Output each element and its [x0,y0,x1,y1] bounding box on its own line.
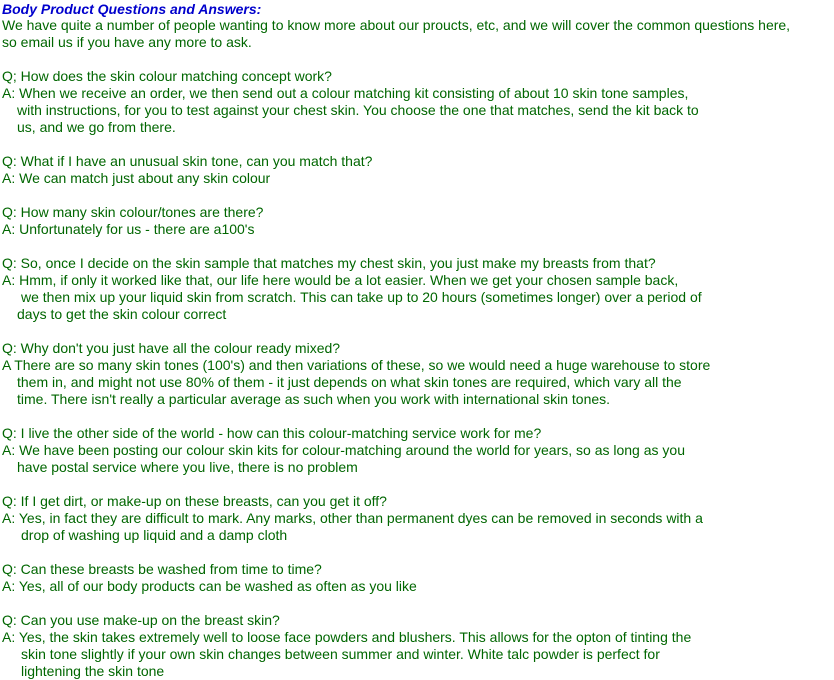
question: Q: So, once I decide on the skin sample that matches my chest skin, you just make my breasts from that? [2,255,656,271]
question: Q: Can these breasts be washed from time to time? [2,561,322,577]
answer-line: A There are so many skin tones (100's) and then variations of these, so we would need a huge warehouse to store [2,357,711,373]
answer-line: A: We can match just about any skin colour [2,170,271,186]
answer-line: time. There isn't really a particular average as such when you work with international skin tones. [17,391,611,407]
question: Q: How many skin colour/tones are there? [2,204,264,220]
answer-line: we then mix up your liquid skin from scratch. This can take up to 20 hours (sometimes longer) over a period of [21,289,702,305]
intro-line-1: We have quite a number of people wanting to know more about our proucts, etc, and we will cover the common questions here, [2,17,791,33]
answer-line: A: Hmm, if only it worked like that, our life here would be a lot easier. When we get your chosen sample back, [2,272,679,288]
answer-line: A: Yes, the skin takes extremely well to loose face powders and blushers. This allows for the opton of tinting the [2,629,692,645]
answer-line: lightening the skin tone [21,663,165,679]
answer-line: A: When we receive an order, we then send out a colour matching kit consisting of about 10 skin tone samples, [2,85,689,101]
qa-item [2,68,834,136]
answer-line: A: Yes, all of our body products can be washed as often as you like [2,578,417,594]
page-title: Body Product Questions and Answers: [2,1,262,17]
answer-line: A: Yes, in fact they are difficult to mark. Any marks, other than permanent dyes can be removed in seconds with a [2,510,703,526]
answer-line: drop of washing up liquid and a damp cloth [21,527,288,543]
answer-line: days to get the skin colour correct [17,306,227,322]
answer-line: with instructions, for you to test against your chest skin. You choose the one that matches, send the kit back to [17,102,699,118]
intro-line-2: so email us if you have any more to ask. [2,34,252,50]
question: Q: If I get dirt, or make-up on these breasts, can you get it off? [2,493,387,509]
answer-line: skin tone slightly if your own skin changes between summer and winter. White talc powder is perfect for [21,646,660,662]
qa-item [2,493,834,544]
qa-item [2,153,834,187]
question: Q: Can you use make-up on the breast skin? [2,612,280,628]
qa-item [2,340,834,408]
answer-line: have postal service where you live, there is no problem [17,459,358,475]
qa-item [2,255,834,323]
question: Q: What if I have an unusual skin tone, can you match that? [2,153,373,169]
answer-line: us, and we go from there. [17,119,176,135]
qa-item [2,204,834,238]
question: Q: Why don't you just have all the colour ready mixed? [2,340,341,356]
answer-line: A: We have been posting our colour skin kits for colour-matching around the world for years, so as long as you [2,442,685,458]
question: Q; How does the skin colour matching concept work? [2,68,332,84]
question: Q: I live the other side of the world - how can this colour-matching service work for me? [2,425,542,441]
answer-line: A: Unfortunately for us - there are a100's [2,221,255,237]
answer-line: them in, and might not use 80% of them - it just depends on what skin tones are required, which vary all the [17,374,682,390]
qa-item [2,612,834,680]
qa-item [2,561,834,595]
qa-item [2,425,834,476]
